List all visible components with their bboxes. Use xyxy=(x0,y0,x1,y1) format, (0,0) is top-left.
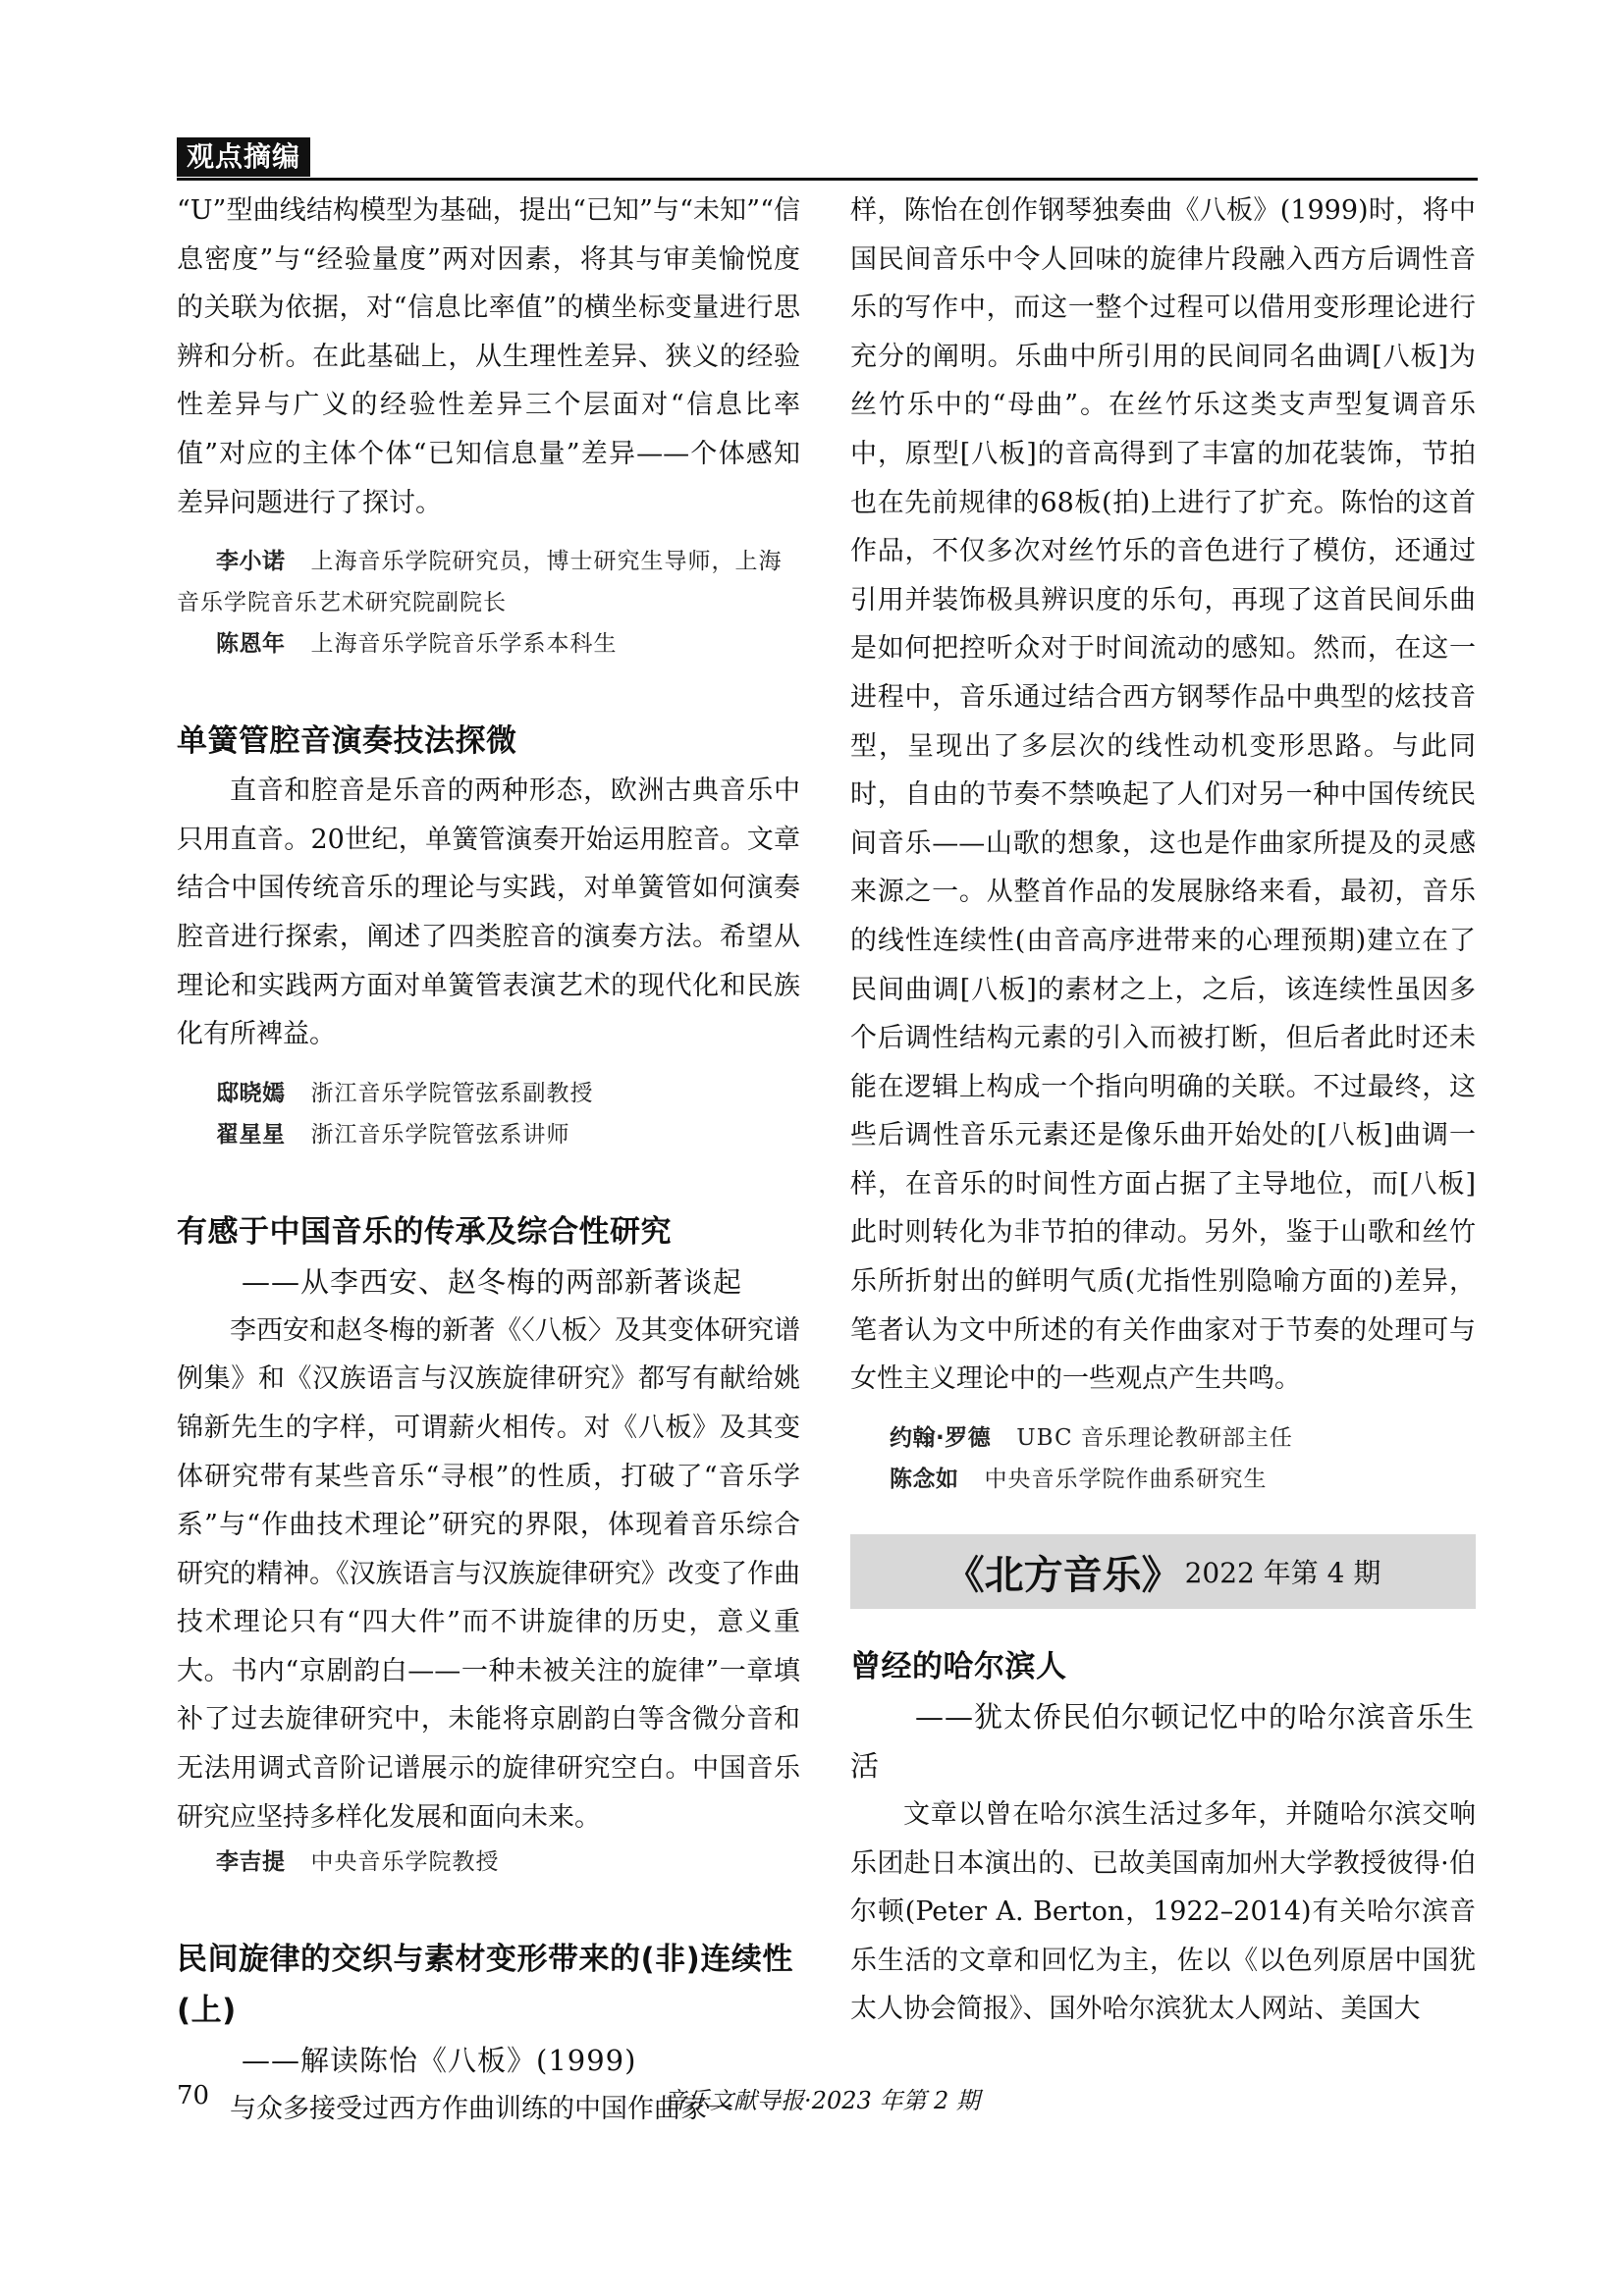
author-line xyxy=(850,1459,1476,1500)
left-column xyxy=(177,187,800,2134)
article-subtitle: ——犹太侨民伯尔顿记忆中的哈尔滨音乐生活 xyxy=(850,1700,1476,1783)
author-line xyxy=(850,1417,1476,1459)
page-number: 70 xyxy=(177,2081,210,2110)
article-abstract-continued: 样，陈怡在创作钢琴独奏曲《八板》(1999)时，将中国民间音乐中令人回味的旋律片段融入西方后调性音乐的写作中，而这一整个过程可以借用变形理论进行充分的阐明。乐曲中所引用的民间同名曲调[八板]为丝竹乐中的“母曲”。在丝竹乐这类支声型复调音乐中，原型[八板]的音高得到了丰富的加花装饰，节拍也在先前规律的68板(拍)上进行了扩充。陈怡的这首作品，不仅多次对丝竹乐的音色进行了模仿，还通过引用并装饰极具辨识度的乐句，再现了这首民间乐曲是如何把控听众对于时间流动的感知。然而，在这一进程中，音乐通过结合西方钢琴作品中典型的炫技音型，呈现出了多层次的线性动机变形思路。与此同时，自由的节奏不禁唤起了人们对另一种中国传统民间音乐——山歌的想象，这也是作曲家所提及的灵感来源之一。从整首作品的发展脉络来看，最初，音乐的线性连续性(由音高序进带来的心理预期)建立在了民间曲调[八板]的素材之上，之后，该连续性虽因多个后调性结构元素的引入而被打断，但后者此时还未能在逻辑上构成一个指向明确的关联。不过最终，这些后调性音乐元素还是像乐曲开始处的[八板]曲调一样，在音乐的时间性方面占据了主导地位，而[八板]此时则转化为非节拍的律动。另外，鉴于山歌和丝竹乐所折射出的鲜明气质(尤指性别隐喻方面的)差异，笔者认为文中所述的有关作曲家对于节奏的处理可与女性主义理论中的一些观点产生共鸣。 xyxy=(850,195,1476,1395)
article-abstract-start: 与众多接受过西方作曲训练的中国作曲家一 xyxy=(230,2094,733,2125)
section-tag: 观点摘编 xyxy=(177,137,310,177)
author-line xyxy=(177,1114,800,1155)
author-role: 上海音乐学院研究员，博士研究生导师，上海音乐学院音乐艺术研究院副院长 xyxy=(177,549,783,616)
author-role: 浙江音乐学院管弦系副教授 xyxy=(310,1080,594,1106)
running-footer: 音乐文献导报·2023 年第 2 期 xyxy=(663,2087,980,2114)
article-subtitle: ——从李西安、赵冬梅的两部新著谈起 xyxy=(242,1264,743,1299)
continued-paragraph: “U”型曲线结构模型为基础，提出“已知”与“未知”“信息密度”与“经验量度”两对因素，将其与审美愉悦度的关联为依据，对“信息比率值”的横坐标变量进行思辨和分析。在此基础上，从生理性差异、狭义的经验性差异与广义的经验性差异三个层面对“信息比率值”对应的主体个体“已知信息量”差异——个体感知差异问题进行了探讨。 xyxy=(177,195,800,518)
author-role: UBC 音乐理论教研部主任 xyxy=(1016,1424,1293,1451)
author-role: 中央音乐学院教授 xyxy=(310,1849,500,1876)
article-title: 曾经的哈尔滨人 xyxy=(850,1649,1067,1684)
journal-name: 《北方音乐》 xyxy=(945,1552,1181,1598)
journal-source-band xyxy=(850,1534,1476,1609)
journal-issue: 2022 年第 4 期 xyxy=(1184,1557,1381,1589)
article-subtitle: ——解读陈怡《八板》(1999) xyxy=(242,2044,637,2078)
author-line xyxy=(177,541,800,623)
author-line xyxy=(177,1073,800,1114)
article-title: 有感于中国音乐的传承及综合性研究 xyxy=(177,1213,672,1250)
author-role: 浙江音乐学院管弦系讲师 xyxy=(310,1121,570,1148)
right-column-lower xyxy=(850,1641,1476,2034)
author-name: 邸晓嫣 xyxy=(216,1080,286,1106)
article-title: 民间旋律的交织与素材变形带来的(非)连续性(上) xyxy=(177,1942,793,2029)
author-role: 上海音乐学院音乐学系本科生 xyxy=(310,631,618,658)
article-abstract: 李西安和赵冬梅的新著《〈八板〉及其变体研究谱例集》和《汉族语言与汉族旋律研究》都写有献给姚锦新先生的字样，可谓薪火相传。对《八板》及其变体研究带有某些音乐“寻根”的性质，打破了“音乐学系”与“作曲技术理论”研究的界限，体现着音乐综合研究的精神。《汉族语言与汉族旋律研究》改变了作曲技术理论只有“四大件”而不讲旋律的历史，意义重大。书内“京剧韵白——一种未被关注的旋律”一章填补了过去旋律研究中，未能将京剧韵白等含微分音和无法用调式音阶记谱展示的旋律研究空白。中国音乐研究应坚持多样化发展和面向未来。 xyxy=(177,1314,800,1833)
author-line xyxy=(177,1842,800,1883)
article-abstract: 直音和腔音是乐音的两种形态，欧洲古典音乐中只用直音。20世纪，单簧管演奏开始运用腔音。文章结合中国传统音乐的理论与实践，对单簧管如何演奏腔音进行探索，阐述了四类腔音的演奏方法。希望从理论和实践两方面对单簧管表演艺术的现代化和民族化有所裨益。 xyxy=(177,775,800,1050)
author-name: 陈恩年 xyxy=(216,631,286,658)
author-role: 中央音乐学院作曲系研究生 xyxy=(984,1466,1268,1492)
article-abstract: 文章以曾在哈尔滨生活过多年，并随哈尔滨交响乐团赴日本演出的、已故美国南加州大学教授彼得·伯尔顿(Peter A. Berton，1922–2014)有关哈尔滨音乐生活的文章和回忆为主，佐以《以色列原居中国犹太人协会简报》、国外哈尔滨犹太人网站、美国大 xyxy=(850,1799,1476,2025)
author-name: 李小诺 xyxy=(216,549,286,575)
author-name: 陈念如 xyxy=(890,1466,959,1492)
article-title: 单簧管腔音演奏技法探微 xyxy=(177,723,517,760)
author-line xyxy=(177,623,800,665)
author-name: 李吉提 xyxy=(216,1849,286,1876)
author-name: 翟星星 xyxy=(216,1121,286,1148)
right-column xyxy=(850,187,1476,1500)
author-name: 约翰·罗德 xyxy=(890,1424,992,1451)
header-rule xyxy=(177,178,1478,181)
